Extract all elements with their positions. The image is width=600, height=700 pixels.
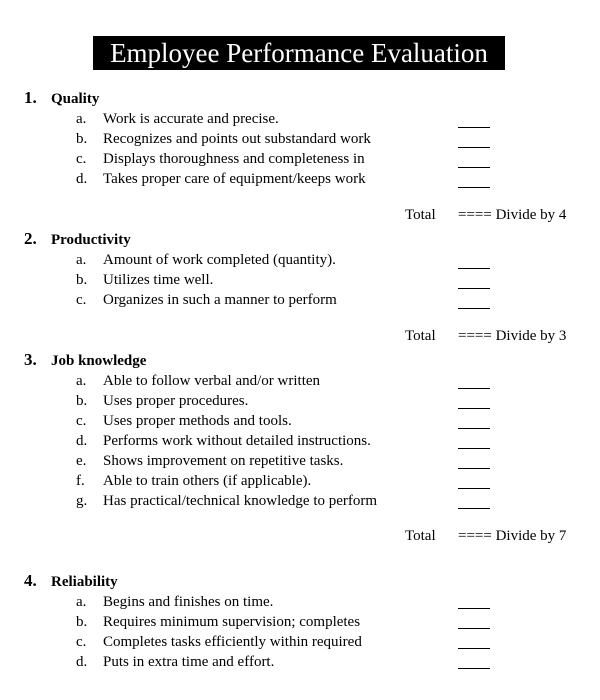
score-blank[interactable] — [458, 167, 490, 168]
criterion-item — [76, 130, 371, 148]
item-letter: d. — [76, 654, 88, 670]
item-letter: b. — [76, 614, 88, 630]
item-letter: g. — [76, 493, 88, 509]
item-text: Uses proper methods and tools. — [103, 413, 292, 429]
item-letter: a. — [76, 252, 87, 268]
item-letter: c. — [76, 292, 87, 308]
section-name: Job knowledge — [51, 353, 147, 369]
score-blank[interactable] — [458, 408, 490, 409]
item-text: Organizes in such a manner to perform — [103, 292, 337, 308]
item-letter: d. — [76, 171, 88, 187]
score-blank[interactable] — [458, 127, 490, 128]
criterion-item — [76, 633, 362, 651]
item-text: Work is accurate and precise. — [103, 111, 279, 127]
section-number: 2. — [24, 229, 37, 248]
score-blank[interactable] — [458, 488, 490, 489]
score-blank[interactable] — [458, 648, 490, 649]
item-text: Requires minimum supervision; completes — [103, 614, 361, 630]
item-letter: a. — [76, 594, 87, 610]
section-name: Productivity — [51, 232, 131, 248]
score-blank[interactable] — [458, 187, 490, 188]
divide-instruction: ==== Divide by 7 — [458, 528, 567, 544]
item-letter: c. — [76, 413, 87, 429]
criterion-item — [76, 170, 366, 188]
item-letter: a. — [76, 111, 87, 127]
item-text: Takes proper care of equipment/keeps work — [103, 171, 366, 187]
criterion-item — [76, 392, 248, 410]
criterion-item — [76, 150, 365, 168]
section-heading-productivity — [24, 229, 131, 249]
criterion-item — [76, 472, 311, 490]
score-blank[interactable] — [458, 268, 490, 269]
item-text: Completes tasks efficiently within required — [103, 634, 362, 650]
item-letter: e. — [76, 453, 87, 469]
score-blank[interactable] — [458, 668, 490, 669]
divide-instruction: ==== Divide by 4 — [458, 207, 567, 223]
item-letter: a. — [76, 373, 87, 389]
score-blank[interactable] — [458, 308, 490, 309]
criterion-item — [76, 492, 377, 510]
score-blank[interactable] — [458, 448, 490, 449]
item-text: Recognizes and points out substandard work — [103, 131, 371, 147]
item-text: Able to train others (if applicable). — [103, 473, 312, 489]
score-blank[interactable] — [458, 508, 490, 509]
section-heading-reliability — [24, 571, 118, 591]
score-blank[interactable] — [458, 388, 490, 389]
section-number: 4. — [24, 571, 37, 590]
item-text: Amount of work completed (quantity). — [103, 252, 336, 268]
item-letter: b. — [76, 393, 88, 409]
criterion-item — [76, 432, 371, 450]
criterion-item — [76, 271, 213, 289]
item-text: Displays thoroughness and completeness in — [103, 151, 365, 167]
criterion-item — [76, 291, 337, 309]
item-letter: c. — [76, 151, 87, 167]
item-text: Shows improvement on repetitive tasks. — [103, 453, 344, 469]
item-text: Uses proper procedures. — [103, 393, 249, 409]
criterion-item — [76, 653, 274, 671]
total-label: Total — [405, 207, 436, 223]
criterion-item — [76, 452, 343, 470]
section-number: 3. — [24, 350, 37, 369]
item-text: Utilizes time well. — [103, 272, 214, 288]
item-letter: c. — [76, 634, 87, 650]
criterion-item — [76, 613, 360, 631]
total-label: Total — [405, 328, 436, 344]
section-heading-job-knowledge — [24, 350, 146, 370]
score-blank[interactable] — [458, 428, 490, 429]
section-heading-quality — [24, 88, 99, 108]
criterion-item — [76, 412, 292, 430]
item-letter: f. — [76, 473, 85, 489]
item-text: Puts in extra time and effort. — [103, 654, 275, 670]
section-name: Quality — [51, 91, 100, 107]
section-name: Reliability — [51, 574, 118, 590]
score-blank[interactable] — [458, 147, 490, 148]
page-title: Employee Performance Evaluation — [93, 36, 505, 70]
criterion-item — [76, 372, 320, 390]
criterion-item — [76, 593, 273, 611]
item-letter: d. — [76, 433, 88, 449]
score-blank[interactable] — [458, 288, 490, 289]
divide-instruction: ==== Divide by 3 — [458, 328, 567, 344]
item-letter: b. — [76, 272, 88, 288]
criterion-item — [76, 110, 279, 128]
item-text: Begins and finishes on time. — [103, 594, 274, 610]
item-text: Performs work without detailed instructions. — [103, 433, 371, 449]
score-blank[interactable] — [458, 608, 490, 609]
item-text: Able to follow verbal and/or written — [103, 373, 321, 389]
section-number: 1. — [24, 88, 37, 107]
score-blank[interactable] — [458, 628, 490, 629]
criterion-item — [76, 251, 336, 269]
score-blank[interactable] — [458, 468, 490, 469]
item-letter: b. — [76, 131, 88, 147]
item-text: Has practical/technical knowledge to perform — [103, 493, 378, 509]
total-label: Total — [405, 528, 436, 544]
